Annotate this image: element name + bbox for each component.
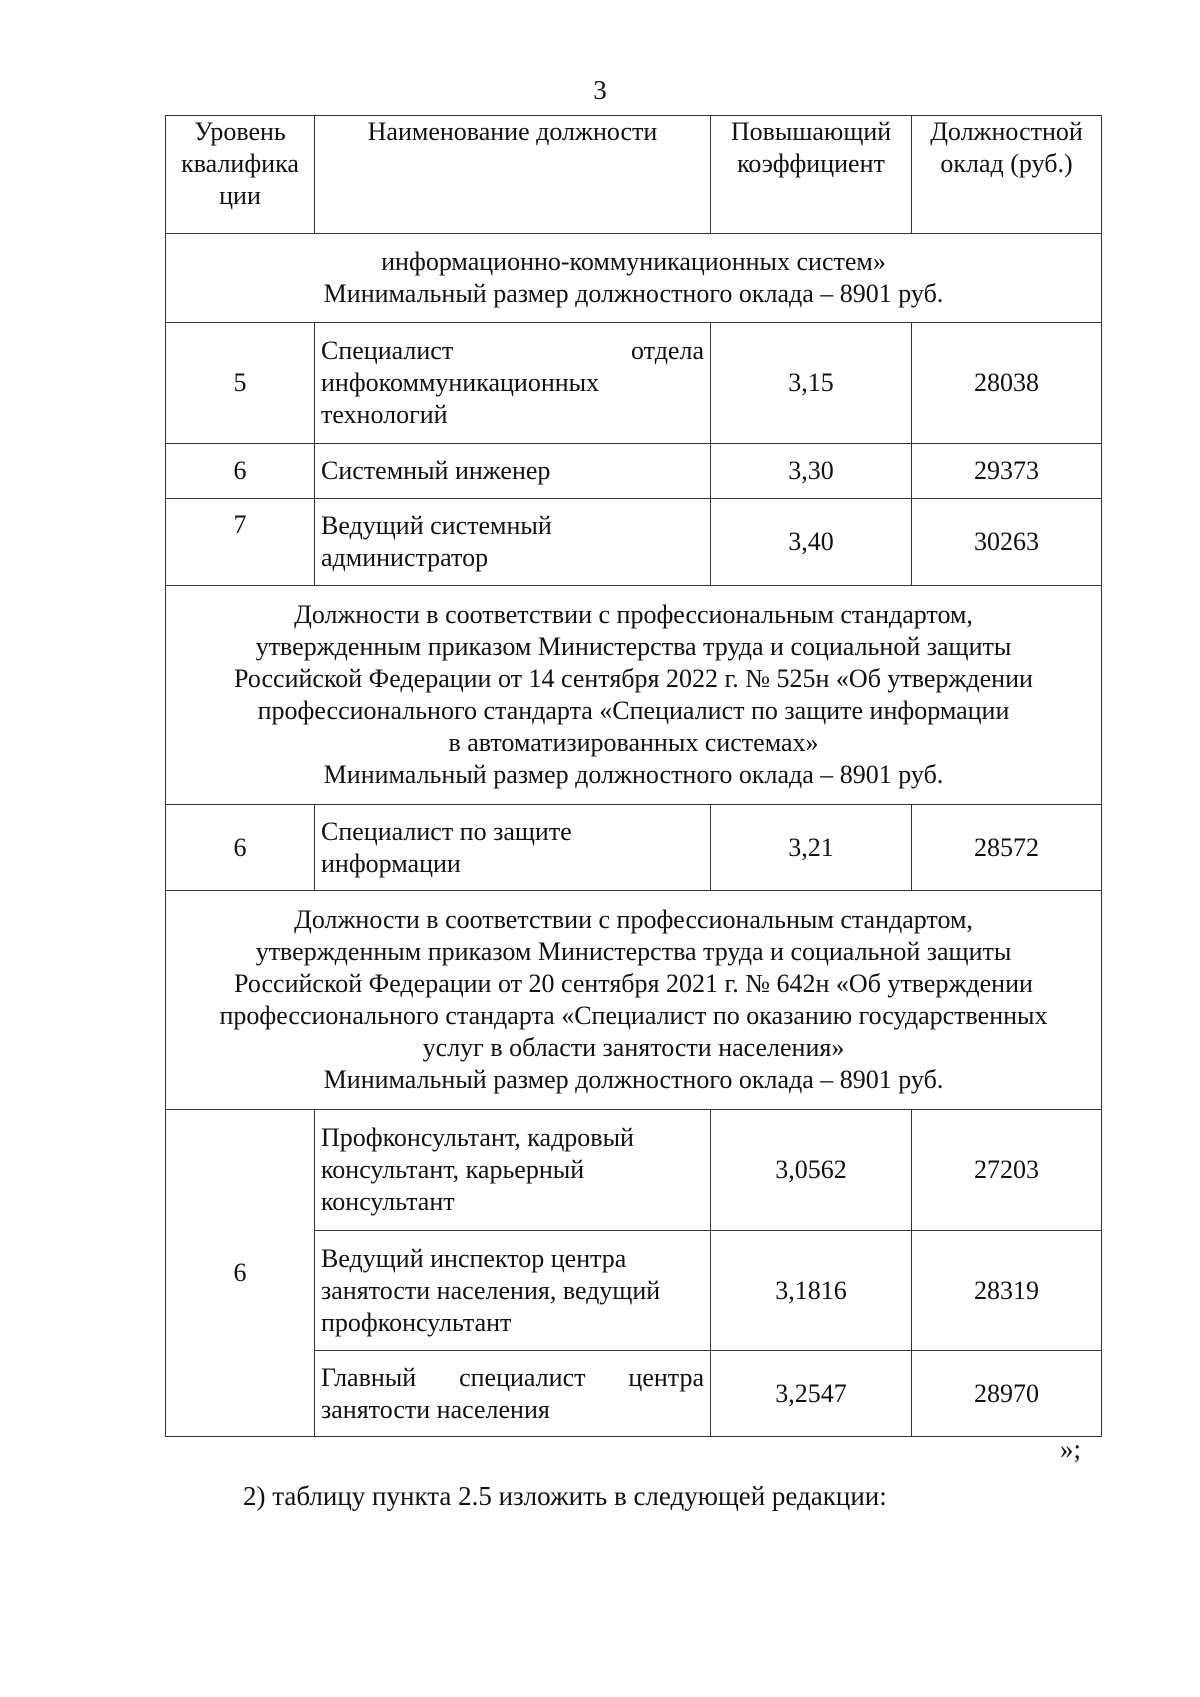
position-name-cell: [315, 499, 711, 586]
section-heading: [166, 586, 1102, 805]
section-line: в автоматизированных системах»: [448, 728, 819, 757]
section-line: информационно-коммуникационных систем»: [381, 247, 886, 276]
position-name-line: информации: [321, 848, 461, 878]
level-cell: 6: [166, 1110, 315, 1437]
page-number: 3: [593, 75, 607, 105]
header-coef-line: коэффициент: [737, 149, 885, 178]
salary-cell: 30263: [912, 499, 1102, 586]
position-name-line: консультант, карьерный: [321, 1155, 585, 1184]
coefficient-cell: 3,30: [711, 444, 912, 499]
section-line: Минимальный размер должностного оклада – 8901 руб.: [323, 279, 944, 308]
instruction-paragraph: 2) таблицу пункта 2.5 изложить в следующей редакции:: [243, 1481, 887, 1511]
closing-quote: »;: [1060, 1434, 1082, 1464]
position-name-cell: [315, 1351, 711, 1437]
section-line: утвержденным приказом Министерства труда и социальной защиты: [255, 632, 1012, 661]
section-heading-row: [166, 891, 1102, 1110]
level-cell: 6: [166, 444, 315, 499]
table-row: [166, 805, 1102, 891]
coefficient-cell: 3,1816: [711, 1231, 912, 1351]
position-name-line: Главный специалист центра: [321, 1362, 704, 1392]
coefficient-cell: 3,40: [711, 499, 912, 586]
position-name-line: консультант: [321, 1187, 455, 1216]
position-name-line: Специалист отдела: [321, 336, 704, 365]
position-name-line: занятости населения, ведущий: [321, 1275, 661, 1305]
position-name-line: администратор: [321, 543, 489, 572]
header-name-line: Наименование должности: [367, 117, 658, 146]
header-coef-line: Повышающий: [730, 117, 892, 146]
section-line: Минимальный размер должностного оклада – 8901 руб.: [323, 1065, 944, 1094]
section-line: утвержденным приказом Министерства труда и социальной защиты: [255, 937, 1012, 966]
level-cell: 6: [166, 805, 315, 891]
coefficient-cell: 3,21: [711, 805, 912, 891]
table-row: [166, 444, 1102, 499]
position-name-cell: [315, 323, 711, 444]
section-line: Минимальный размер должностного оклада – 8901 руб.: [323, 760, 944, 789]
section-heading-row: [166, 234, 1102, 323]
position-name-cell: [315, 1231, 711, 1351]
table-row: [166, 1110, 1102, 1231]
position-name-cell: [315, 805, 711, 891]
salary-cell: 28319: [912, 1231, 1102, 1351]
position-name-cell: [315, 444, 711, 499]
level-cell: 5: [166, 323, 315, 444]
section-heading: [166, 234, 1102, 323]
salary-cell: 29373: [912, 444, 1102, 499]
header-level-line: ции: [219, 181, 261, 210]
header-coefficient: [711, 116, 912, 234]
header-salary: [912, 116, 1102, 234]
section-line: Должности в соответствии с профессиональным стандартом,: [294, 905, 973, 934]
coefficient-cell: 3,2547: [711, 1351, 912, 1437]
section-heading-row: [166, 586, 1102, 805]
salary-cell: 28572: [912, 805, 1102, 891]
position-name-line: профконсультант: [321, 1307, 512, 1337]
section-line: Должности в соответствии с профессиональным стандартом,: [294, 600, 973, 629]
header-level-line: Уровень: [194, 117, 286, 146]
section-heading: [166, 891, 1102, 1110]
section-line: Российской Федерации от 14 сентября 2022 г. № 525н «Об утверждении: [234, 664, 1033, 693]
header-salary-line: оклад (руб.): [940, 149, 1073, 178]
position-name-line: технологий: [321, 400, 448, 429]
position-name-line: инфокоммуникационных: [321, 368, 600, 397]
salary-cell: 28038: [912, 323, 1102, 444]
section-line: профессионального стандарта «Специалист по защите информации: [257, 696, 1010, 725]
position-name-line: Системный инженер: [321, 456, 551, 485]
position-name-line: Специалист по защите: [321, 816, 572, 846]
header-level: [166, 116, 315, 234]
table-row: [166, 323, 1102, 444]
header-salary-line: Должностной: [930, 117, 1083, 146]
table-row: [166, 499, 1102, 586]
table-header-row: [166, 116, 1102, 234]
salary-cell: 27203: [912, 1110, 1102, 1231]
section-line: Российской Федерации от 20 сентября 2021 г. № 642н «Об утверждении: [234, 969, 1033, 998]
position-name-line: Профконсультант, кадровый: [321, 1123, 634, 1152]
position-name-line: Ведущий инспектор центра: [321, 1243, 627, 1273]
section-line: услуг в области занятости населения»: [422, 1033, 845, 1062]
position-name-line: Ведущий системный: [321, 511, 552, 540]
section-line: профессионального стандарта «Специалист по оказанию государственных: [219, 1001, 1048, 1030]
position-name-line: занятости населения: [321, 1394, 550, 1424]
salary-cell: 28970: [912, 1351, 1102, 1437]
salary-table: [165, 115, 1102, 1437]
header-level-line: квалифика: [181, 149, 299, 178]
level-cell: 7: [166, 499, 315, 586]
coefficient-cell: 3,0562: [711, 1110, 912, 1231]
coefficient-cell: 3,15: [711, 323, 912, 444]
position-name-cell: [315, 1110, 711, 1231]
header-position-name: [315, 116, 711, 234]
